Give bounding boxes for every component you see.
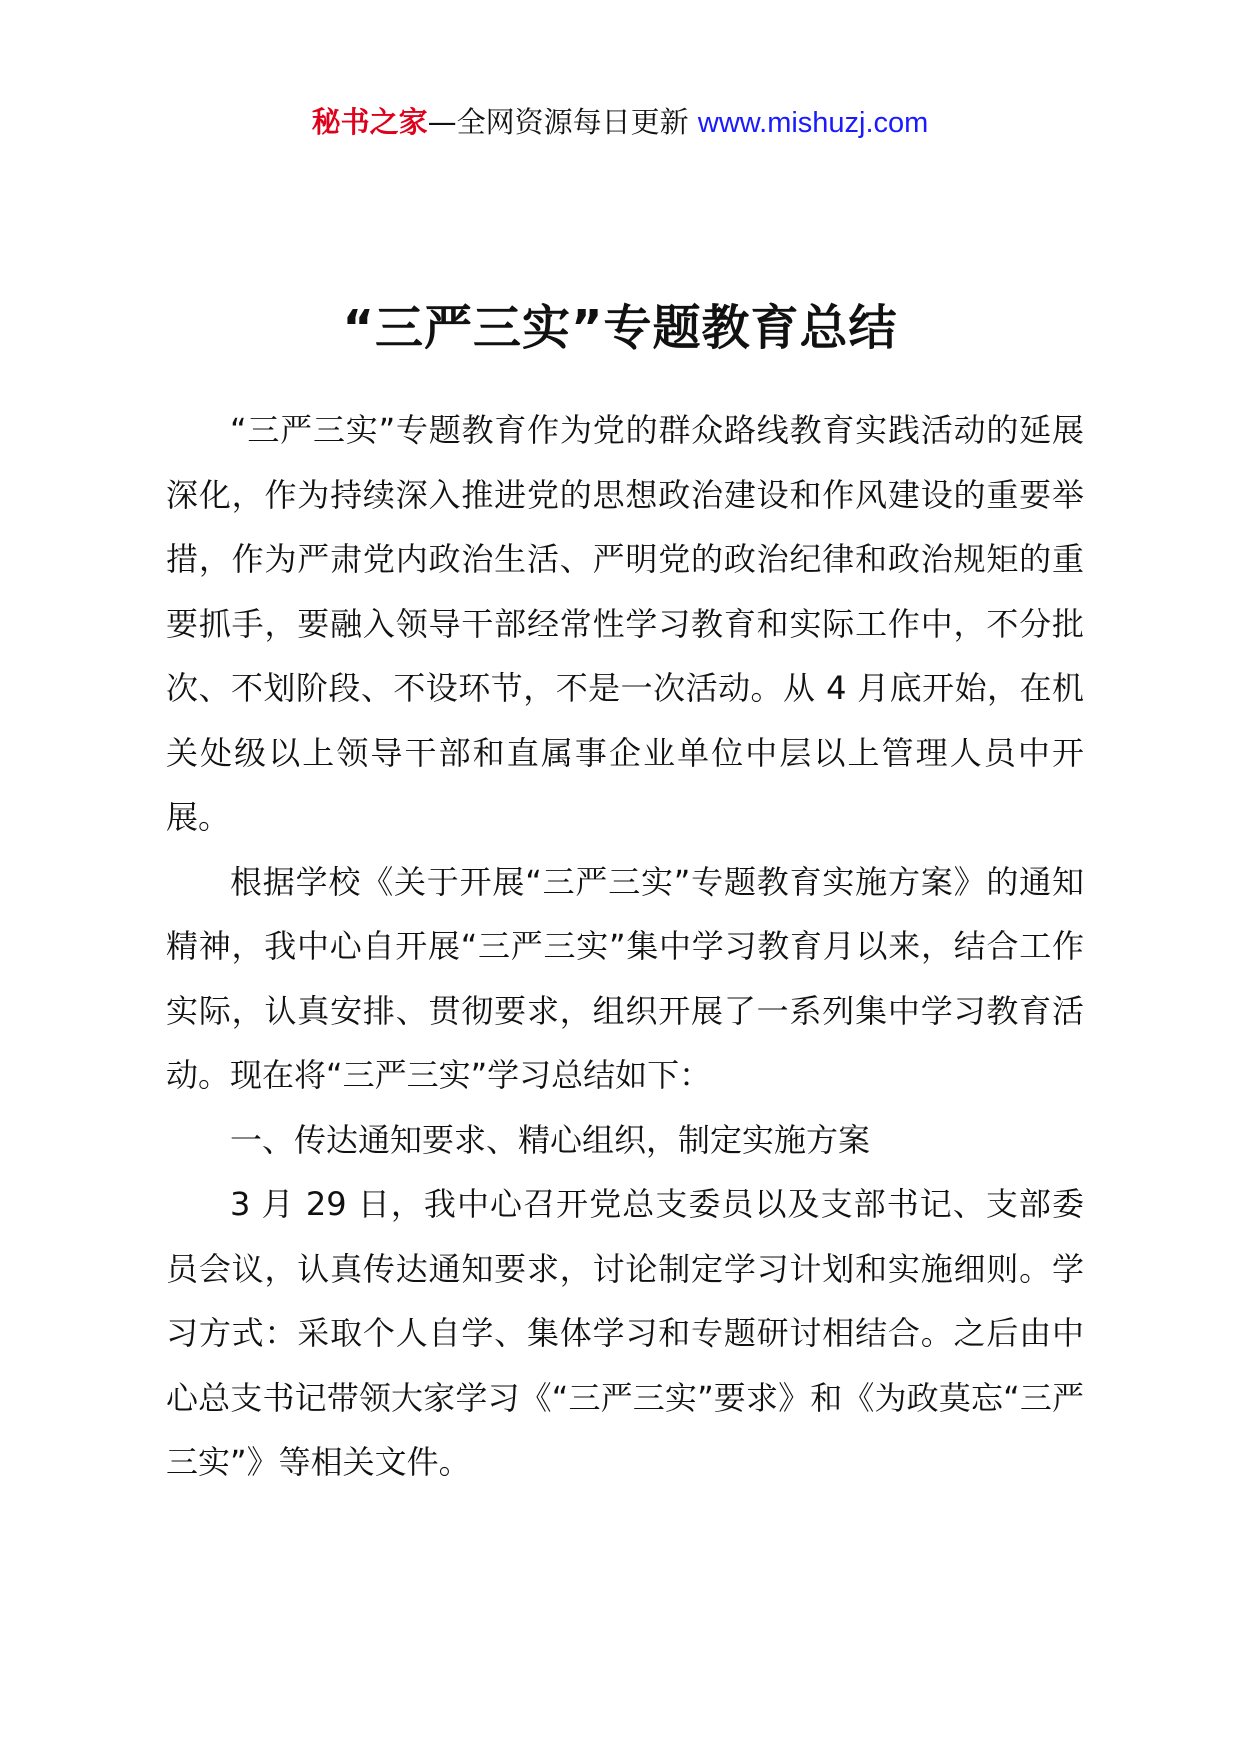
paragraph-meeting: 3 月 29 日，我中心召开党总支委员以及支部书记、支部委员会议，认真传达通知要求，讨论制定学习计划和实施细则。学习方式：采取个人自学、集体学习和专题研讨相结合。之后由中心总支书记带领大家学习《“三严三实”要求》和《为政莫忘“三严三实”》等相关文件。 [166,1185,1084,1481]
brand-name: 秘书之家 [311,105,428,139]
document-body [166,398,1084,1495]
section-heading-1: 一、传达通知要求、精心组织，制定实施方案 [230,1120,871,1159]
paragraph-intro: “三严三实”专题教育作为党的群众路线教育实践活动的延展深化，作为持续深入推进党的思想政治建设和作风建设的重要举措，作为严肃党内政治生活、严明党的政治纪律和政治规矩的重要抓手，要融入领导干部经常性学习教育和实际工作中，不分批次、不划阶段、不设环节，不是一次活动。从 4 月底开始，在机关处级以上领导干部和直属事企业单位中层以上管理人员中开展。 [166,411,1084,836]
site-url-link[interactable]: www.mishuzj.com [697,107,929,139]
paragraph-notice: 根据学校《关于开展“三严三实”专题教育实施方案》的通知精神，我中心自开展“三严三实”集中学习教育月以来，结合工作实际，认真安排、贯彻要求，组织开展了一系列集中学习教育活动。现在将“三严三实”学习总结如下： [166,862,1084,1094]
page-header [0,100,1240,145]
document-title: “三严三实”专题教育总结 [342,300,898,356]
header-tagline: —全网资源每日更新 [427,105,689,139]
